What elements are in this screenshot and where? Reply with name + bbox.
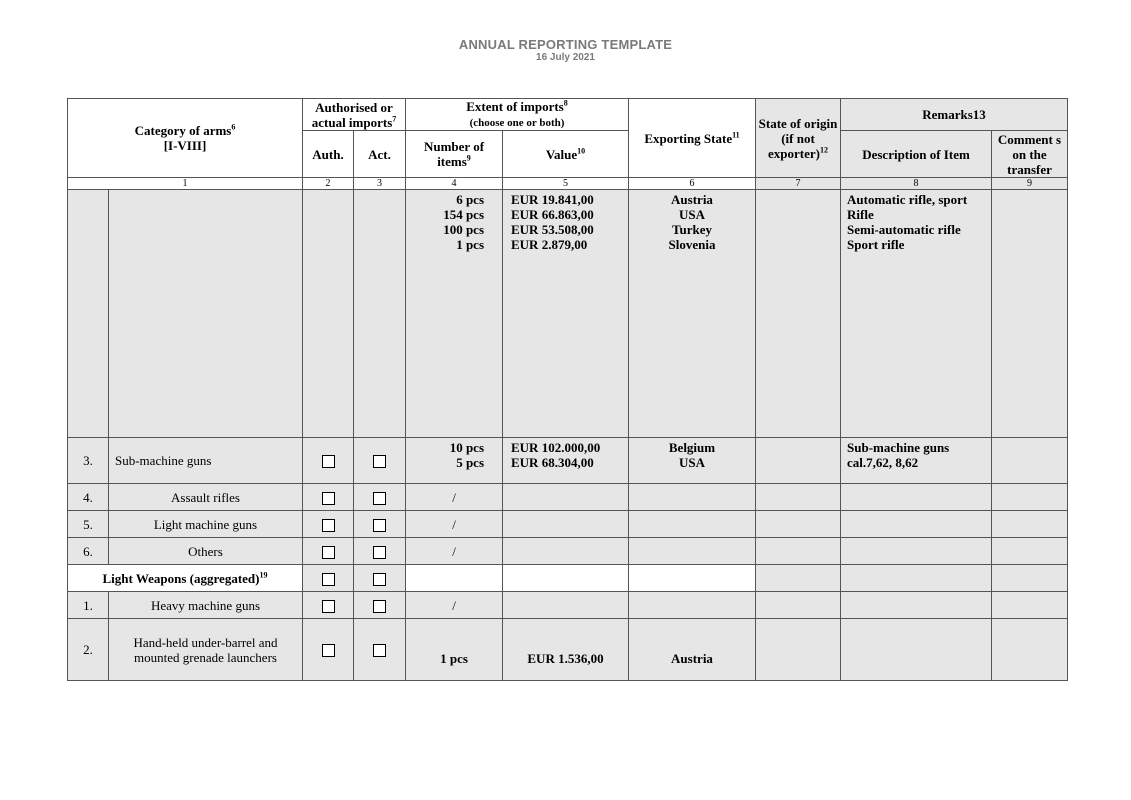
table-row-sub-machine-guns <box>68 438 1068 484</box>
column-number: 8 <box>841 178 992 190</box>
header-comments: Comment s on the transfer <box>992 131 1068 178</box>
header-auth: Auth. <box>303 131 354 178</box>
row-number: 5. <box>68 511 109 538</box>
auth-checkbox[interactable] <box>322 644 335 657</box>
value-cell: EUR 19.841,00 EUR 66.863,00 EUR 53.508,00 EUR 2.879,00 <box>503 190 629 438</box>
table-row-heavy-machine-guns <box>68 592 1068 619</box>
act-checkbox[interactable] <box>373 519 386 532</box>
items-cell: / <box>406 592 503 619</box>
row-label: Assault rifles <box>109 484 303 511</box>
row-label: Light Weapons (aggregated)$^{19}$ <box>68 565 303 592</box>
column-number: 6 <box>629 178 756 190</box>
reporting-table <box>67 98 1068 681</box>
row-label: Others <box>109 538 303 565</box>
exporting-state-cell: Austria <box>629 619 756 681</box>
header-value: Value$^{10}$ <box>503 131 629 178</box>
column-number: 4 <box>406 178 503 190</box>
row-number: 4. <box>68 484 109 511</box>
table-row-others <box>68 538 1068 565</box>
header-state-of-origin: State of origin (if not exporter)$^{12}$ <box>756 99 841 178</box>
act-checkbox[interactable] <box>373 492 386 505</box>
description-cell: Automatic rifle, sport Rifle Semi-automatic rifle Sport rifle <box>841 190 992 438</box>
auth-checkbox[interactable] <box>322 600 335 613</box>
header-remarks: Remarks13 <box>841 99 1068 131</box>
act-checkbox[interactable] <box>373 573 386 586</box>
column-number: 1 <box>68 178 303 190</box>
header-description: Description of Item <box>841 131 992 178</box>
auth-checkbox[interactable] <box>322 492 335 505</box>
act-checkbox[interactable] <box>373 455 386 468</box>
row-label: Hand-held under-barrel and mounted grenade launchers <box>109 619 303 681</box>
auth-checkbox[interactable] <box>322 455 335 468</box>
page-date: 16 July 2021 <box>536 52 595 63</box>
page-title: ANNUAL REPORTING TEMPLATE <box>458 37 673 52</box>
value-cell: EUR 1.536,00 <box>503 619 629 681</box>
exporting-state-cell: Belgium USA <box>629 438 756 484</box>
header-exporting-state: Exporting State$^{11}$ <box>629 99 756 178</box>
header-authorised: Authorised or actual imports$^7$ <box>303 99 406 131</box>
row-number: 1. <box>68 592 109 619</box>
row-label: Sub-machine guns <box>109 438 303 484</box>
items-cell: / <box>406 484 503 511</box>
table-row-light-weapons <box>68 565 1068 592</box>
auth-checkbox[interactable] <box>322 546 335 559</box>
act-checkbox[interactable] <box>373 644 386 657</box>
value-cell: EUR 102.000,00 EUR 68.304,00 <box>503 438 629 484</box>
column-number: 7 <box>756 178 841 190</box>
column-number: 3 <box>354 178 406 190</box>
column-number-row <box>68 178 1068 190</box>
items-cell: 10 pcs 5 pcs <box>406 438 503 484</box>
items-cell: 6 pcs 154 pcs 100 pcs 1 pcs <box>406 190 503 438</box>
exporting-state-cell: Austria USA Turkey Slovenia <box>629 190 756 438</box>
row-number: 2. <box>68 619 109 681</box>
table-row-grenade-launchers <box>68 619 1068 681</box>
column-number: 2 <box>303 178 354 190</box>
description-cell: Sub-machine guns cal.7,62, 8,62 <box>841 438 992 484</box>
auth-checkbox[interactable] <box>322 519 335 532</box>
table-row-assault-rifles <box>68 484 1068 511</box>
column-number: 9 <box>992 178 1068 190</box>
row-label: Light machine guns <box>109 511 303 538</box>
items-cell: / <box>406 511 503 538</box>
header-number-of-items: Number of items$^9$ <box>406 131 503 178</box>
act-checkbox[interactable] <box>373 600 386 613</box>
row-label: Heavy machine guns <box>109 592 303 619</box>
column-number: 5 <box>503 178 629 190</box>
auth-checkbox[interactable] <box>322 573 335 586</box>
row-number: 6. <box>68 538 109 565</box>
header-act: Act. <box>354 131 406 178</box>
table-row-light-machine-guns <box>68 511 1068 538</box>
items-cell: 1 pcs <box>406 619 503 681</box>
items-cell: / <box>406 538 503 565</box>
row-number: 3. <box>68 438 109 484</box>
table-row-rifles <box>68 190 1068 438</box>
header-category: Category of arms$^6$ [I-VIII] <box>68 99 303 178</box>
act-checkbox[interactable] <box>373 546 386 559</box>
header-extent: Extent of imports$^8$ (choose one or both) <box>406 99 629 131</box>
